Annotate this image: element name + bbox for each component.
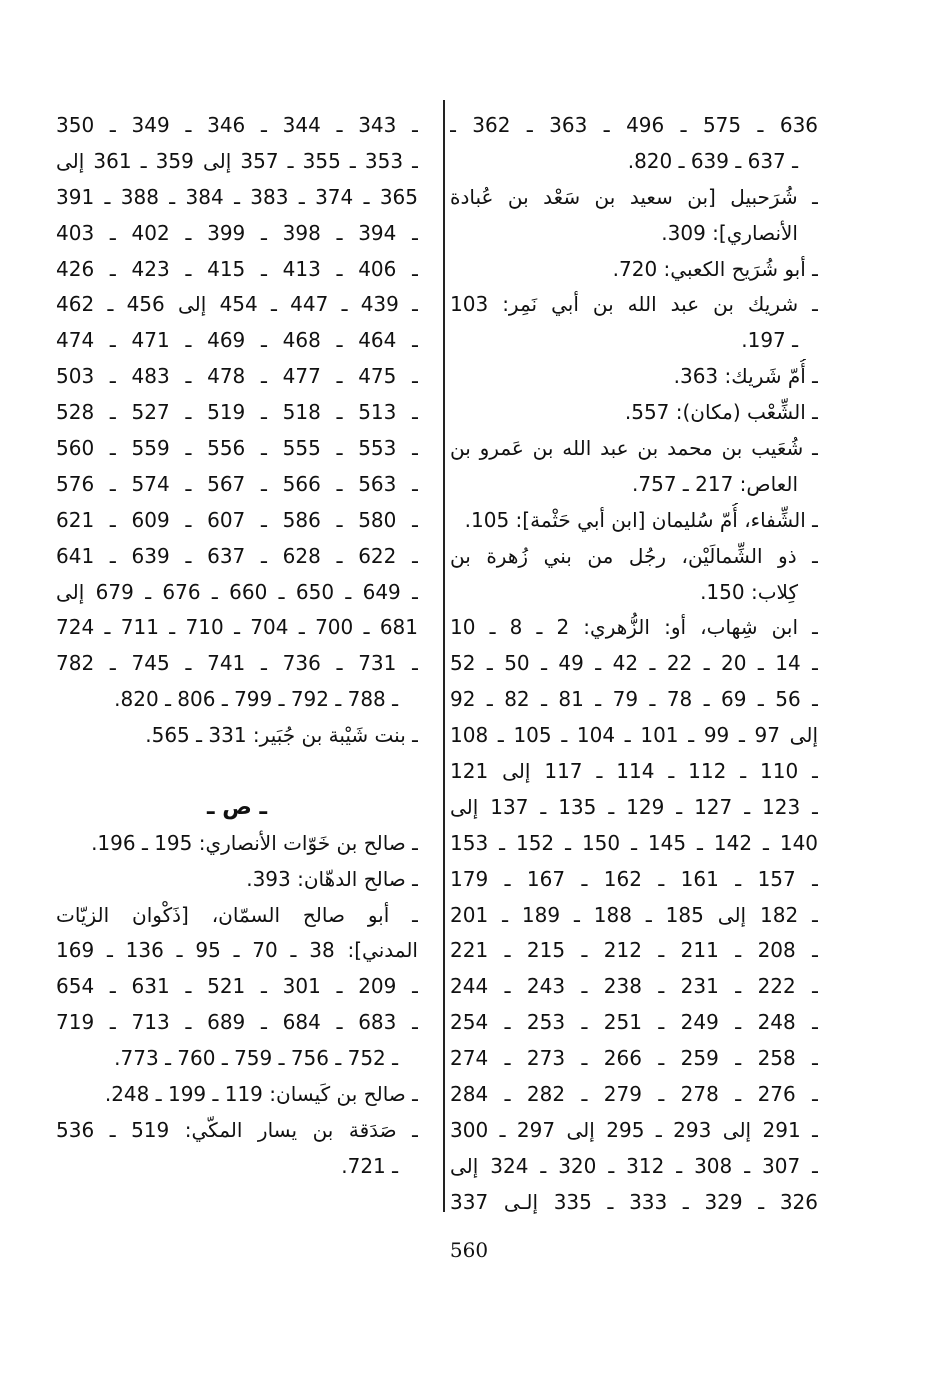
index-entry-line: ـ 276 ـ 278 ـ 279 ـ 282 ـ 284 xyxy=(450,1082,818,1107)
page-number: 560 xyxy=(449,1238,489,1262)
index-entry-line: ـ 731 ـ 736 ـ 741 ـ 745 ـ 782 xyxy=(56,651,418,676)
index-entry-line: ـ 464 ـ 468 ـ 469 ـ 471 ـ 474 xyxy=(56,328,418,353)
index-entry-line: العاص: 217 ـ 757. xyxy=(632,471,798,496)
index-entry-line: كِلاب: 150. xyxy=(700,579,798,604)
index-entry-line: ـ الشِّفاء، أُمّ سُليمان [ابن أبي حَثْمة]: 105. xyxy=(464,507,818,532)
index-entry-line: ـ 637 ـ 639 ـ 820. xyxy=(627,148,798,173)
index-entry-line: 365 ـ 374 ـ 383 ـ 384 ـ 388 ـ 391 xyxy=(56,184,418,209)
index-entry-line: المدني]: 38 ـ 70 ـ 95 ـ 136 ـ 169 xyxy=(56,938,418,963)
index-entry-line: ـ 291 إلى 293 ـ 295 إلى 297 ـ 300 xyxy=(450,1117,818,1142)
index-entry-line: ـ 353 ـ 355 ـ 357 إلى 359 ـ 361 إلى xyxy=(56,148,418,173)
index-entry-line: ـ 248 ـ 249 ـ 251 ـ 253 ـ 254 xyxy=(450,1010,818,1035)
index-entry-line: ـ أبو صالح السمّان، [ذَكْوان الزيّات xyxy=(56,902,418,927)
index-entry-line: ـ 622 ـ 628 ـ 637 ـ 639 ـ 641 xyxy=(56,543,418,568)
index-entry-line: ـ صالح بن خَوّات الأنصاري: 195 ـ 196. xyxy=(91,830,418,855)
column-divider xyxy=(443,100,445,1212)
index-entry-line: ـ 209 ـ 301 ـ 521 ـ 631 ـ 654 xyxy=(56,974,418,999)
index-entry-line: ـ 258 ـ 259 ـ 266 ـ 273 ـ 274 xyxy=(450,1046,818,1071)
index-entry-line: ـ صالح بن كَيسان: 119 ـ 199 ـ 248. xyxy=(104,1082,418,1107)
index-entry-line: 140 ـ 142 ـ 145 ـ 150 ـ 152 ـ 153 xyxy=(450,830,818,855)
index-entry-line: ـ صَدَقة بن يسار المكّي: 519 ـ 536 xyxy=(56,1117,418,1142)
right-index-column xyxy=(450,108,818,1221)
section-heading: ـ ص ـ xyxy=(207,794,267,820)
index-entry-line: ـ 157 ـ 161 ـ 162 ـ 167 ـ 179 xyxy=(450,866,818,891)
index-entry-line: 326 ـ 329 ـ 333 ـ 335 إلـى 337 xyxy=(450,1189,818,1214)
index-entry-line: ـ 222 ـ 231 ـ 238 ـ 243 ـ 244 xyxy=(450,974,818,999)
index-entry-line: ـ 56 ـ 69 ـ 78 ـ 79 ـ 81 ـ 82 ـ 92 xyxy=(450,687,818,712)
index-entry-line: ـ 182 إلى 185 ـ 188 ـ 189 ـ 201 xyxy=(450,902,818,927)
index-entry-line: ـ أبو شُرَيح الكعبي: 720. xyxy=(612,256,818,281)
index-entry-line: 636 ـ 575 ـ 496 ـ 363 ـ 362 ـ xyxy=(450,113,818,137)
index-entry-line: ـ 110 ـ 112 ـ 114 ـ 117 إلى 121 xyxy=(450,759,818,784)
index-entry-line: 681 ـ 700 ـ 704 ـ 710 ـ 711 ـ 724 xyxy=(56,615,418,640)
index-entry-line: ـ صالح الدهّان: 393. xyxy=(246,866,418,891)
index-entry-line: ـ 394 ـ 398 ـ 399 ـ 402 ـ 403 xyxy=(56,220,418,245)
left-index-column xyxy=(56,108,418,1185)
index-entry-line: ـ 563 ـ 566 ـ 567 ـ 574 ـ 576 xyxy=(56,471,418,496)
index-entry-line: ـ الشِّعْب (مكان): 557. xyxy=(624,400,818,425)
index-entry-line: ـ 343 ـ 344 ـ 346 ـ 349 ـ 350 xyxy=(56,113,418,137)
index-entry-line: ـ 475 ـ 477 ـ 478 ـ 483 ـ 503 xyxy=(56,364,418,389)
index-entry-line: ـ 721. xyxy=(341,1153,398,1178)
index-entry-line: ـ ذو الشِّمالَيْن، رجُل من بني زُهرة بن xyxy=(450,543,818,568)
index-entry-line: ـ ابن شِهاب، أو: الزُّهري: 2 ـ 8 ـ 10 xyxy=(450,615,818,640)
index-entry-line: ـ 208 ـ 211 ـ 212 ـ 215 ـ 221 xyxy=(450,938,818,963)
index-entry-line xyxy=(56,754,418,790)
index-entry-line: ـ 649 ـ 650 ـ 660 ـ 676 ـ 679 إلى xyxy=(56,579,418,604)
index-entry-line: ـ 406 ـ 413 ـ 415 ـ 423 ـ 426 xyxy=(56,256,418,281)
index-entry-line: ـ 580 ـ 586 ـ 607 ـ 609 ـ 621 xyxy=(56,507,418,532)
index-entry-line: ـ 683 ـ 684 ـ 689 ـ 713 ـ 719 xyxy=(56,1010,418,1035)
index-entry-line: ـ 752 ـ 756 ـ 759 ـ 760 ـ 773. xyxy=(114,1046,398,1071)
index-entry-line: إلى 97 ـ 99 ـ 101 ـ 104 ـ 105 ـ 108 xyxy=(450,723,818,748)
index-entry-line: ـ 307 ـ 308 ـ 312 ـ 320 ـ 324 إلى xyxy=(450,1153,818,1178)
index-entry-line: ـ شريك بن عبد الله بن أبي نَمِر: 103 xyxy=(450,292,818,317)
index-entry-line: ـ 123 ـ 127 ـ 129 ـ 135 ـ 137 إلى xyxy=(450,794,818,819)
index-entry-line: ـ أُمّ شَريك: 363. xyxy=(673,364,818,389)
index-entry-line: ـ 439 ـ 447 ـ 454 إلى 456 ـ 462 xyxy=(56,292,418,317)
index-entry-line: ـ 14 ـ 20 ـ 22 ـ 42 ـ 49 ـ 50 ـ 52 xyxy=(450,651,818,676)
index-entry-line: الأنصاري]: 309. xyxy=(661,220,798,245)
index-entry-line: ـ بنت شَيْبة بن جُبَير: 331 ـ 565. xyxy=(145,723,418,748)
index-entry-line: ـ 197. xyxy=(741,328,798,353)
index-entry-line: ـ شُرَحبيل [بن سعيد بن سَعْد بن عُبادة xyxy=(450,184,818,209)
index-entry-line: ـ 788 ـ 792 ـ 799 ـ 806 ـ 820. xyxy=(114,687,398,712)
index-entry-line: ـ 553 ـ 555 ـ 556 ـ 559 ـ 560 xyxy=(56,436,418,461)
index-entry-line: ـ 513 ـ 518 ـ 519 ـ 527 ـ 528 xyxy=(56,400,418,425)
index-entry-line: ـ شُعَيب بن محمد بن عبد الله بن عَمرو بن xyxy=(450,436,818,461)
